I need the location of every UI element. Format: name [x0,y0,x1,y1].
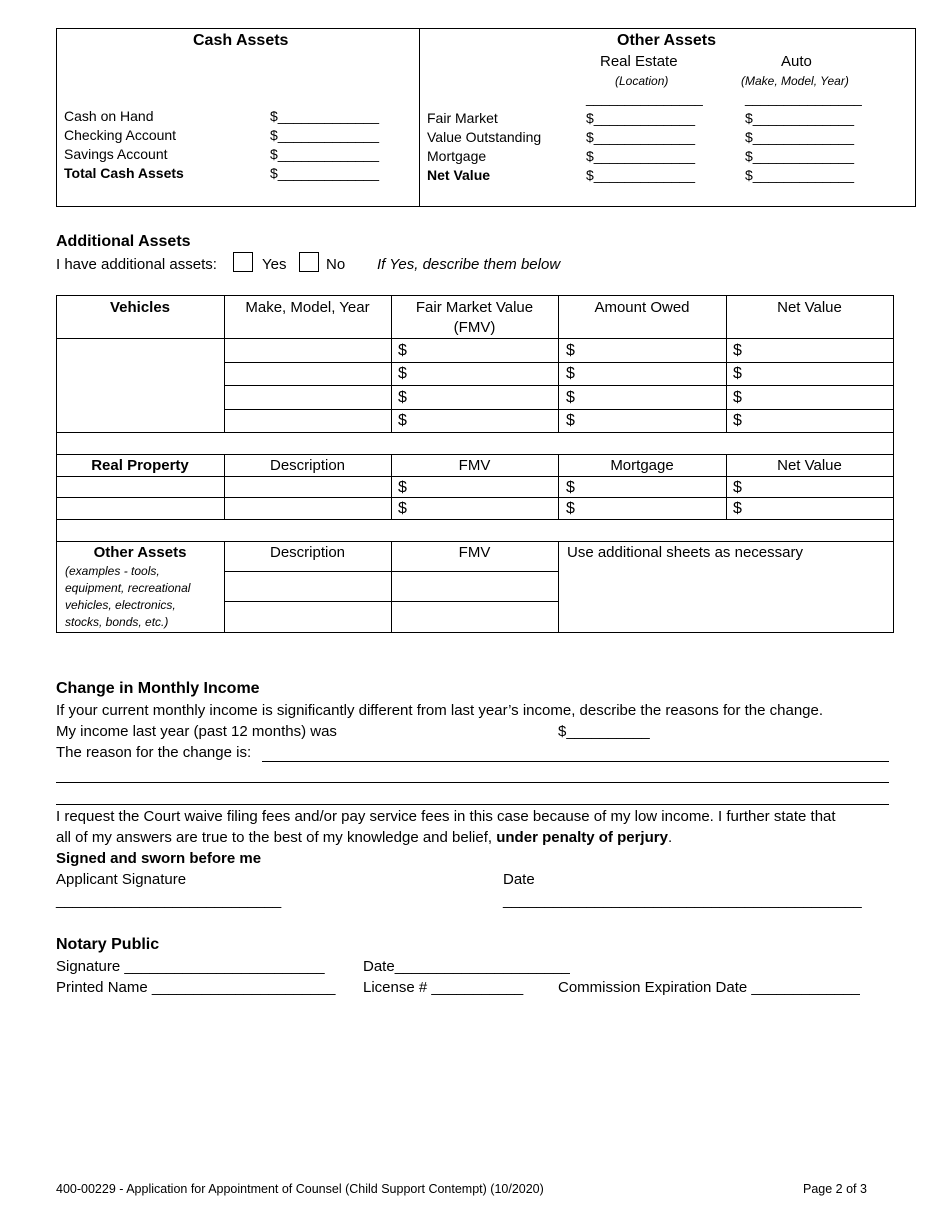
table-col-line [558,541,559,633]
property-net-value-header: Net Value [777,457,842,474]
net-value-label: Net Value [427,167,491,183]
vehicle-fmv-field[interactable]: $ [398,412,407,429]
real-estate-subheader: (Location) [615,74,669,88]
other-assets-header: Other Assets [93,544,187,561]
property-mortgage-field[interactable]: $ [566,479,575,496]
table-line [224,362,894,363]
property-fmv-field[interactable]: $ [398,500,407,517]
reason-field-line[interactable] [56,782,889,783]
notary-heading: Notary Public [56,936,160,953]
income-last-year-label: My income last year (past 12 months) was [56,723,337,740]
notary-license-label: License # [363,979,432,996]
table-line [56,497,894,498]
applicant-signature-field[interactable]: ___________________________ [56,892,282,909]
cash-assets-title: Cash Assets [193,32,289,49]
table-line [56,432,894,433]
notary-license-field[interactable]: ___________ [431,979,524,996]
fair-market-label: Fair Market [427,110,498,126]
notary-date-label: Date [363,958,395,975]
vehicle-owed-field[interactable]: $ [566,342,575,359]
fair-market-auto-field[interactable]: $_____________ [745,110,855,126]
cash-on-hand-label: Cash on Hand [64,108,154,124]
no-label: No [326,256,346,273]
mortgage-real-estate-field[interactable]: $_____________ [586,148,696,164]
total-cash-assets-field[interactable]: $_____________ [270,165,380,181]
notary-license-row [363,979,523,996]
vehicle-net-field[interactable]: $ [733,365,742,382]
income-heading: Change in Monthly Income [56,680,260,697]
additional-assets-hint: If Yes, describe them below [377,256,561,273]
request-text-line1: I request the Court waive filing fees and/or pay service fees in this case because of my low income. I further state that [56,808,836,825]
fmv-header-line1: Fair Market Value [415,299,534,316]
footer-form-id: 400-00229 - Application for Appointment of Counsel (Child Support Contempt) (10/2020) [56,1182,544,1196]
table-line [56,476,894,477]
table-line [224,409,894,410]
net-value-real-estate-field[interactable]: $_____________ [586,167,696,183]
make-model-year-header: Make, Model, Year [245,299,370,316]
other-assets-example-line: stocks, bonds, etc.) [65,615,169,629]
value-outstanding-auto-field[interactable]: $_____________ [745,129,855,145]
net-value-auto-field[interactable]: $_____________ [745,167,855,183]
applicant-date-field[interactable]: ___________________________________________ [503,892,862,909]
no-checkbox[interactable] [299,252,319,272]
real-property-header: Real Property [91,457,189,474]
vehicle-net-field[interactable]: $ [733,389,742,406]
real-estate-location-field[interactable]: _______________ [586,90,703,106]
assets-summary-divider [419,28,420,207]
mortgage-label: Mortgage [427,148,487,164]
property-fmv-field[interactable]: $ [398,479,407,496]
table-border-top [56,295,894,296]
checking-account-field[interactable]: $_____________ [270,127,380,143]
vehicle-fmv-field[interactable]: $ [398,342,407,359]
other-fmv-header: FMV [458,544,491,561]
property-mortgage-field[interactable]: $ [566,500,575,517]
table-line [224,385,894,386]
additional-assets-heading: Additional Assets [56,233,191,250]
additional-assets-prompt: I have additional assets: [56,256,217,273]
vehicle-owed-field[interactable]: $ [566,389,575,406]
income-instructions: If your current monthly income is significantly different from last year’s income, describe the reasons for the change. [56,702,824,719]
cash-on-hand-field[interactable]: $_____________ [270,108,380,124]
vehicles-header: Vehicles [109,299,171,316]
value-outstanding-real-estate-field[interactable]: $_____________ [586,129,696,145]
property-net-field[interactable]: $ [733,500,742,517]
vehicle-net-value-header: Net Value [777,299,842,316]
amount-owed-header: Amount Owed [594,299,690,316]
reason-field-line[interactable] [56,804,889,805]
vehicle-fmv-field[interactable]: $ [398,389,407,406]
property-mortgage-header: Mortgage [610,457,674,474]
signed-sworn-heading: Signed and sworn before me [56,850,262,867]
notary-printed-name-row [56,979,335,996]
mortgage-auto-field[interactable]: $_____________ [745,148,855,164]
notary-commission-row [558,979,860,996]
vehicle-owed-field[interactable]: $ [566,412,575,429]
yes-checkbox[interactable] [233,252,253,272]
request-text-line2-start: all of my answers are true to the best of my knowledge and belief, [56,829,497,846]
income-last-year-field[interactable]: $__________ [558,723,650,740]
under-penalty-of-perjury: under penalty of perjury [496,829,668,846]
other-assets-title: Other Assets [617,32,716,49]
yes-label: Yes [262,256,287,273]
notary-printed-name-label: Printed Name [56,979,152,996]
notary-commission-label: Commission Expiration Date [558,979,752,996]
auto-subheader: (Make, Model, Year) [741,74,849,88]
fmv-header-line2: (FMV) [453,319,496,336]
value-outstanding-label: Value Outstanding [427,129,542,145]
table-line [56,519,894,520]
applicant-date-label: Date [503,871,535,888]
notary-signature-row [56,958,325,975]
reason-label: The reason for the change is: [56,744,252,761]
vehicle-net-field[interactable]: $ [733,342,742,359]
reason-field-line[interactable] [262,761,889,762]
other-assets-example-line: equipment, recreational [65,581,191,595]
table-line [56,541,894,542]
savings-account-field[interactable]: $_____________ [270,146,380,162]
additional-sheets-note: Use additional sheets as necessary [567,544,803,561]
total-cash-assets-label: Total Cash Assets [64,165,184,181]
table-border-bottom [56,632,894,633]
vehicle-net-field[interactable]: $ [733,412,742,429]
property-fmv-header: FMV [458,457,491,474]
table-line [56,454,894,455]
footer-page-number: Page 2 of 3 [803,1182,867,1196]
other-description-header: Description [269,544,346,561]
vehicle-owed-field[interactable]: $ [566,365,575,382]
request-text-line2 [56,829,672,846]
notary-date-row [363,958,570,975]
notary-date-field[interactable]: _____________________ [394,958,570,975]
applicant-signature-label: Applicant Signature [56,871,187,888]
property-description-header: Description [269,457,346,474]
property-net-field[interactable]: $ [733,479,742,496]
savings-account-label: Savings Account [64,146,168,162]
notary-commission-field[interactable]: _____________ [751,979,860,996]
other-assets-example-line: vehicles, electronics, [65,598,176,612]
request-text-line2-end: . [667,829,673,846]
real-estate-header: Real Estate [600,53,678,70]
notary-printed-name-field[interactable]: ______________________ [151,979,336,996]
table-line [56,338,894,339]
auto-description-field[interactable]: _______________ [745,90,862,106]
fair-market-real-estate-field[interactable]: $_____________ [586,110,696,126]
table-border-right [893,295,894,633]
notary-signature-field[interactable]: ________________________ [124,958,325,975]
auto-header: Auto [781,53,812,70]
other-assets-example-line: (examples - tools, [65,564,160,578]
notary-signature-label: Signature [56,958,125,975]
checking-account-label: Checking Account [64,127,177,143]
vehicle-fmv-field[interactable]: $ [398,365,407,382]
